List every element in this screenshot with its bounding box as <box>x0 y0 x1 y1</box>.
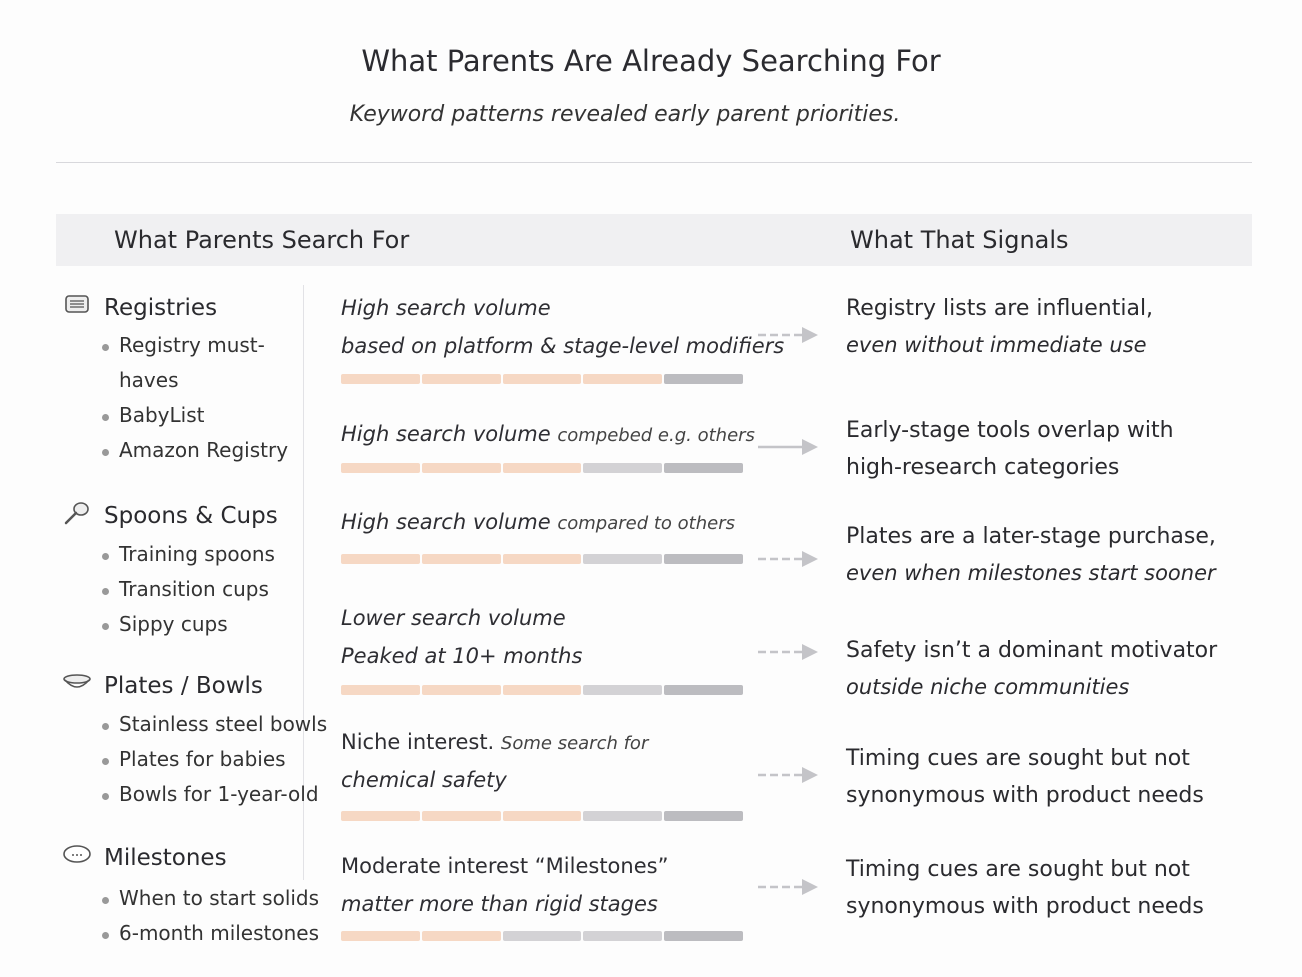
search-pattern <box>341 724 648 798</box>
list-item: When to start solids <box>102 881 319 916</box>
signal <box>846 851 1204 925</box>
signal-detail: even when milestones start sooner <box>846 561 1216 585</box>
volume-bar-segment <box>664 931 743 941</box>
category-spoons-cups <box>62 500 278 532</box>
category-items <box>102 328 288 468</box>
volume-bar <box>341 931 743 941</box>
volume-bar-segment <box>583 685 662 695</box>
signal-headline: Timing cues are sought but not <box>846 857 1190 882</box>
spoon-icon <box>62 500 92 532</box>
bowl-icon <box>62 670 92 702</box>
volume-bar-segment <box>422 463 501 473</box>
volume-bar-segment <box>664 374 743 384</box>
pattern-note: compared to others <box>557 513 735 534</box>
volume-bar-segment <box>341 811 420 821</box>
volume-bar-segment <box>664 463 743 473</box>
list-item: BabyList <box>102 398 288 433</box>
volume-bar-segment <box>503 463 582 473</box>
category-items <box>102 881 319 951</box>
volume-bar-segment <box>341 374 420 384</box>
arrow-right-icon <box>756 765 820 785</box>
signal <box>846 632 1217 706</box>
arrow-right-icon <box>756 877 820 897</box>
divider <box>56 162 1252 163</box>
pattern-headline: Lower search volume <box>341 606 566 630</box>
pattern-headline: High search volume <box>341 510 551 534</box>
list-item: Bowls for 1-year-old <box>102 777 327 812</box>
column-header-left: What Parents Search For <box>114 226 410 254</box>
signal <box>846 412 1174 486</box>
volume-bar <box>341 554 743 564</box>
arrow-right-icon <box>756 437 820 457</box>
volume-bar <box>341 811 743 821</box>
signal-detail: synonymous with product needs <box>846 894 1204 919</box>
volume-bar-segment <box>422 554 501 564</box>
pattern-headline: High search volume <box>341 296 551 320</box>
pattern-headline: Moderate interest “Milestones” <box>341 854 669 878</box>
category-plates-bowls <box>62 670 263 702</box>
pattern-detail: based on platform & stage-level modifiers <box>341 334 785 358</box>
list-item: Sippy cups <box>102 607 275 642</box>
pattern-note: Some search for <box>500 733 649 754</box>
volume-bar-segment <box>664 685 743 695</box>
arrow-right-icon <box>756 325 820 345</box>
list-icon <box>62 292 92 324</box>
volume-bar-segment <box>583 463 662 473</box>
signal-headline: Plates are a later-stage purchase, <box>846 524 1216 549</box>
category-milestones <box>62 842 227 874</box>
volume-bar-segment <box>664 554 743 564</box>
volume-bar-segment <box>503 931 582 941</box>
list-item: Plates for babies <box>102 742 327 777</box>
pattern-detail: chemical safety <box>341 768 507 792</box>
category-items <box>102 537 275 642</box>
volume-bar-segment <box>503 374 582 384</box>
signal-detail: synonymous with product needs <box>846 783 1204 808</box>
page-title: What Parents Are Already Searching For <box>361 44 941 78</box>
volume-bar <box>341 685 743 695</box>
category-label: Plates / Bowls <box>104 673 263 699</box>
pattern-detail: matter more than rigid stages <box>341 892 658 916</box>
signal-headline: Early-stage tools overlap with <box>846 418 1174 443</box>
signal <box>846 290 1153 364</box>
list-item: Transition cups <box>102 572 275 607</box>
volume-bar <box>341 463 743 473</box>
signal-detail: even without immediate use <box>846 333 1147 357</box>
chat-bubble-icon <box>62 842 92 874</box>
volume-bar-segment <box>422 685 501 695</box>
volume-bar-segment <box>422 931 501 941</box>
search-pattern <box>341 290 784 364</box>
search-pattern <box>341 416 755 454</box>
search-pattern <box>341 600 582 674</box>
signal-detail: high-research categories <box>846 455 1120 480</box>
volume-bar <box>341 374 743 384</box>
search-pattern <box>341 848 668 922</box>
column-header-right: What That Signals <box>850 226 1069 254</box>
volume-bar-segment <box>583 811 662 821</box>
signal-headline: Registry lists are influential, <box>846 296 1154 321</box>
list-item: Amazon Registry <box>102 433 288 468</box>
category-registries <box>62 292 217 324</box>
signal-detail: outside niche communities <box>846 675 1130 699</box>
signal <box>846 518 1216 592</box>
pattern-headline: Niche interest. <box>341 730 495 754</box>
volume-bar-segment <box>503 685 582 695</box>
list-item: Registry must- <box>102 328 288 363</box>
volume-bar-segment <box>341 685 420 695</box>
volume-bar-segment <box>422 374 501 384</box>
arrow-right-icon <box>756 642 820 662</box>
list-item: Training spoons <box>102 537 275 572</box>
volume-bar-segment <box>583 554 662 564</box>
signal-headline: Timing cues are sought but not <box>846 746 1190 771</box>
category-label: Registries <box>104 295 218 321</box>
category-label: Milestones <box>104 845 227 871</box>
list-item: Stainless steel bowls <box>102 707 327 742</box>
pattern-headline: High search volume <box>341 422 551 446</box>
list-item: 6-month milestones <box>102 916 319 951</box>
volume-bar-segment <box>583 374 662 384</box>
signal-headline: Safety isn’t a dominant motivator <box>846 638 1218 663</box>
volume-bar-segment <box>664 811 743 821</box>
search-pattern <box>341 504 735 542</box>
volume-bar-segment <box>341 554 420 564</box>
volume-bar-segment <box>341 931 420 941</box>
pattern-detail: Peaked at 10+ months <box>341 644 583 668</box>
signal <box>846 740 1204 814</box>
list-item: haves <box>119 368 179 392</box>
volume-bar-segment <box>422 811 501 821</box>
arrow-right-icon <box>756 549 820 569</box>
category-label: Spoons & Cups <box>104 503 278 529</box>
pattern-note: compebed e.g. others <box>557 425 755 446</box>
volume-bar-segment <box>503 811 582 821</box>
category-items <box>102 707 327 812</box>
volume-bar-segment <box>341 463 420 473</box>
volume-bar-segment <box>583 931 662 941</box>
page-subtitle: Keyword patterns revealed early parent priorities. <box>349 102 901 127</box>
volume-bar-segment <box>503 554 582 564</box>
